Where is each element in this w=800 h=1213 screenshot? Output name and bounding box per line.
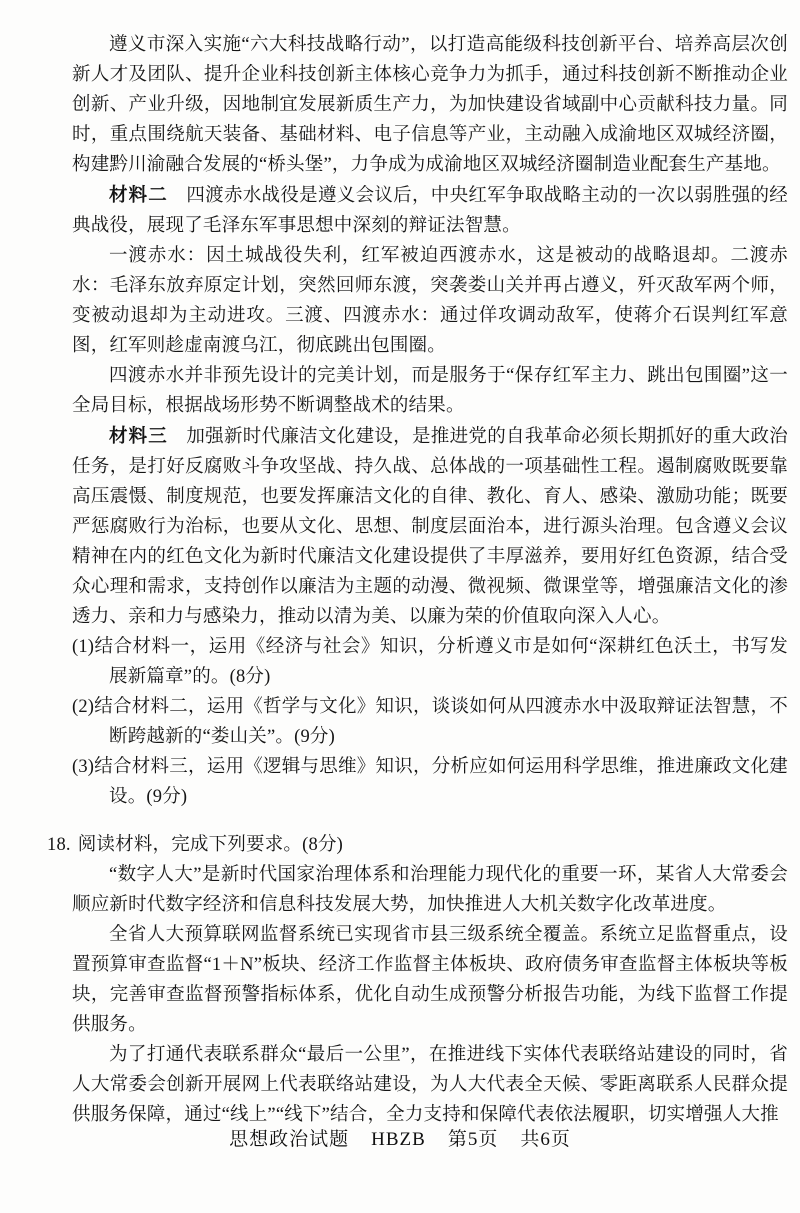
footer-total-pages: 共6页: [520, 1129, 571, 1150]
question-18-block: [47, 830, 788, 1130]
q17-material2-summary-paragraph: 四渡赤水并非预先设计的完美计划，而是服务于“保存红军主力、跳出包围圈”这一全局目标，根据战场形势不断调整战术的结果。: [72, 366, 788, 416]
q17-sub-question-3: (3)结合材料三，运用《逻辑与思维》知识，分析应如何运用科学思维，推进廉政文化建设。(9分): [72, 757, 788, 807]
page-footer: [0, 1126, 800, 1154]
material3-label: 材料三: [109, 425, 168, 446]
q17-material3-paragraph: [72, 421, 788, 632]
question-18-number: 18.: [47, 835, 71, 855]
footer-page-number: 第5页: [447, 1129, 499, 1150]
question-18-stem: 阅读材料，完成下列要求。(8分): [77, 835, 344, 855]
material3-text: 加强新时代廉洁文化建设，是推进党的自我革命必须长期抓好的重大政治任务，是打好反腐败斗争攻坚战、持久战、总体战的一项基础性工程。遏制腐败既要靠高压震慑、制度规范，也要发挥廉洁文化的自律、教化、育人、感染、激励功能；既要严惩腐败行为治标，也要从文化、思想、制度层面治本，进行源头治理。包含遵义会议精神在内的红色文化为新时代廉洁文化建设提供了丰厚滋养，要用好红色资源，结合受众心理和需求，支持创作以廉洁为主题的动漫、微视频、微课堂等，增强廉洁文化的渗透力、亲和力与感染力，推动以清为美、以廉为荣的价值取向深入人心。: [72, 427, 788, 627]
footer-paper-code: HBZB: [371, 1129, 426, 1150]
q17-material1-paragraph: 遵义市深入实施“六大科技战略行动”，以打造高能级科技创新平台、培养高层次创新人才及团队、提升企业科技创新主体核心竞争力为抓手，通过科技创新不断推动企业创新、产业升级，因地制宜发展新质生产力，为加快建设省域副中心贡献科技力量。同时，重点围绕航天装备、基础材料、电子信息等产业，主动融入成渝地区双城经济圈，构建黔川渝融合发展的“桥头堡”，力争成为成渝地区双城经济圈制造业配套生产基地。: [72, 35, 788, 175]
footer-exam-title: 思想政治试题: [229, 1129, 350, 1150]
q17-sub-question-2: (2)结合材料二，运用《哲学与文化》知识，谈谈如何从四渡赤水中汲取辩证法智慧，不断跨越新的“娄山关”。(9分): [72, 697, 788, 747]
question-18-header: [47, 830, 788, 860]
q18-paragraph-2: 全省人大预算联网监督系统已实现省市县三级系统全覆盖。系统立足监督重点，设置预算审查监督“1＋N”板块、经济工作监督主体板块、政府债务审查监督主体板块等板块，完善审查监督预警指标体系，优化自动生成预警分析报告功能，为线下监督工作提供服务。: [72, 925, 788, 1035]
q17-material2-detail-paragraph: 一渡赤水：因土城战役失利，红军被迫西渡赤水，这是被动的战略退却。二渡赤水：毛泽东放弃原定计划，突然回师东渡，突袭娄山关并再占遵义，歼灭敌军两个师，变被动退却为主动进攻。三渡、四渡赤水：通过佯攻调动敌军，使蒋介石误判红军意图，红军则趁虚南渡乌江，彻底跳出包围圈。: [72, 246, 788, 356]
page-body: [47, 30, 788, 1130]
q17-material2-paragraph: [72, 180, 788, 241]
q17-sub-question-1: (1)结合材料一，运用《经济与社会》知识，分析遵义市是如何“深耕红色沃土，书写发展新篇章”的。(8分): [72, 637, 788, 687]
q18-paragraph-1: “数字人大”是新时代国家治理体系和治理能力现代化的重要一环，某省人大常委会顺应新时代数字经济和信息科技发展大势，加快推进人大机关数字化改革进度。: [72, 865, 788, 915]
q18-paragraph-3: 为了打通代表联系群众“最后一公里”，在推进线下实体代表联络站建设的同时，省人大常委会创新开展网上代表联络站建设，为人大代表全天候、零距离联系人民群众提供服务保障，通过“线上”“线下”结合，全力支持和保障代表依法履职，切实增强人大推: [72, 1045, 788, 1125]
material2-text: 四渡赤水战役是遵义会议后，中央红军争取战略主动的一次以弱胜强的经典战役，展现了毛泽东军事思想中深刻的辩证法智慧。: [72, 186, 788, 236]
material2-label: 材料二: [109, 184, 168, 205]
